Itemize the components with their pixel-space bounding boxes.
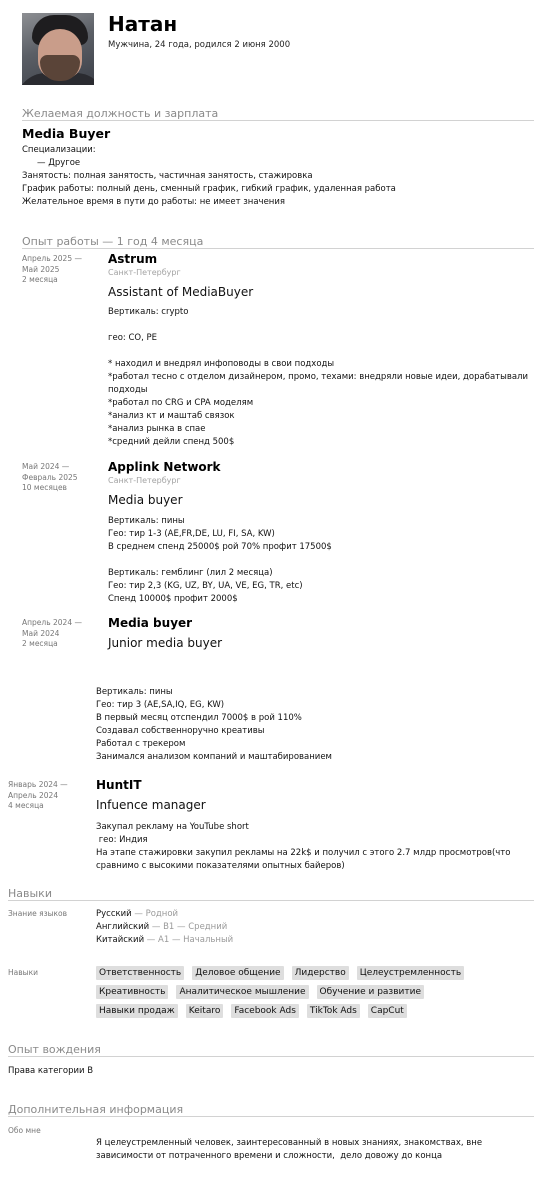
skill-tag: Аналитическое мышление [176, 985, 308, 999]
candidate-subtitle: Мужчина, 24 года, родился 2 июня 2000 [108, 40, 291, 50]
job-dates: Май 2024 — Февраль 2025 10 месяцев [22, 462, 78, 492]
spec-label: Специализации: [22, 145, 96, 155]
section-title-driving: Опыт вождения [8, 1043, 101, 1056]
about-label: Обо мне [8, 1126, 41, 1135]
skill-tag: Keitaro [186, 1004, 224, 1018]
job-description: Вертикаль: пины Гео: тир 3 (AE,SA,IQ, EG, KW) В первый месяц отспендил 7000$ в рой 110% Создавал собственноручно креативы Работал с трекером Занимался анализом компаний и маштабированием [96, 687, 332, 762]
job-city: Санкт-Петербург [108, 476, 181, 485]
skill-tag: Деловое общение [192, 966, 283, 980]
skill-tag: Обучение и развитие [317, 985, 424, 999]
employment: Занятость: полная занятость, частичная занятость, стажировка [22, 171, 313, 181]
avatar [22, 13, 94, 85]
skill-tag: Целеустремленность [357, 966, 464, 980]
desired-position: Media Buyer [22, 126, 111, 141]
job-description: Вертикаль: crypto гео: CO, PE * находил и внедрял инфоповоды в свои подходы *работал тесно с отделом дизайнером, промо, техами: внедряли новые идеи, дорабатывали подходы *работал по CRG и CPA моделям *анализ кт и маштаб связок *анализ рынка в спае *средний дейли спенд 500$ [108, 307, 529, 447]
schedule: График работы: полный день, сменный график, гибкий график, удаленная работа [22, 184, 396, 194]
job-position: Assistant of MediaBuyer [108, 285, 254, 299]
about-text: Я целеустремленный человек, заинтересованный в новых знаниях, знакомствах, вне зависимости от потраченного времени и сложности, дело довожу до конца [96, 1138, 483, 1161]
languages-label: Знание языков [8, 909, 68, 918]
job-position: Infuence manager [96, 798, 206, 812]
section-divider [8, 1116, 534, 1117]
skill-tag: Навыки продаж [96, 1004, 178, 1018]
section-divider [8, 900, 534, 901]
language-item: Китайский — A1 — Начальный [96, 935, 234, 945]
job-position: Junior media buyer [108, 636, 223, 650]
skill-tag: Facebook Ads [231, 1004, 299, 1018]
section-divider [8, 1056, 534, 1057]
job-company: Applink Network [108, 460, 221, 474]
job-company: Media buyer [108, 616, 193, 630]
language-item: Английский — B1 — Средний [96, 922, 228, 932]
job-company: HuntIT [96, 778, 142, 792]
job-city: Санкт-Петербург [108, 268, 181, 277]
section-title-experience: Опыт работы — 1 год 4 месяца [22, 235, 204, 248]
skills-tags [96, 966, 516, 1023]
job-position: Media buyer [108, 493, 183, 507]
language-item: Русский — Родной [96, 909, 179, 919]
skills-label: Навыки [8, 968, 38, 977]
job-description: Закупал рекламу на YouTube short гео: Индия На этапе стажировки закупил рекламы на 22k$ и получил с этого 2.7 млдр просмотров(что сравнимо с высокими показателями опытных байеров) [96, 822, 511, 871]
job-dates: Апрель 2024 — Май 2024 2 месяца [22, 618, 82, 648]
section-divider [22, 248, 534, 249]
languages-list [96, 908, 233, 947]
job-description: Вертикаль: пины Гео: тир 1-3 (AE,FR,DE, LU, FI, SA, KW) В среднем спенд 25000$ рой 70% профит 17500$ Вертикаль: гемблинг (лил 2 месяца) Гео: тир 2,3 (KG, UZ, BY, UA, VE, EG, TR, etc) Спенд 10000$ профит 2000$ [108, 516, 332, 604]
skill-tag: Креативность [96, 985, 168, 999]
skill-tag: CapCut [368, 1004, 407, 1018]
section-title-skills: Навыки [8, 887, 52, 900]
spec-item: — Другое [37, 158, 81, 168]
skill-tag: Лидерство [292, 966, 349, 980]
section-divider [22, 120, 534, 121]
section-title-additional: Дополнительная информация [8, 1103, 184, 1116]
skill-tag: Ответственность [96, 966, 184, 980]
job-dates: Апрель 2025 — Май 2025 2 месяца [22, 254, 82, 284]
candidate-name: Натан [108, 12, 178, 36]
section-title-desired: Желаемая должность и зарплата [22, 107, 219, 120]
skill-tag: TikTok Ads [307, 1004, 360, 1018]
travel-time: Желательное время в пути до работы: не имеет значения [22, 197, 286, 207]
driving-license: Права категории B [8, 1066, 94, 1076]
job-company: Astrum [108, 252, 158, 266]
job-dates: Январь 2024 — Апрель 2024 4 месяца [8, 780, 68, 810]
